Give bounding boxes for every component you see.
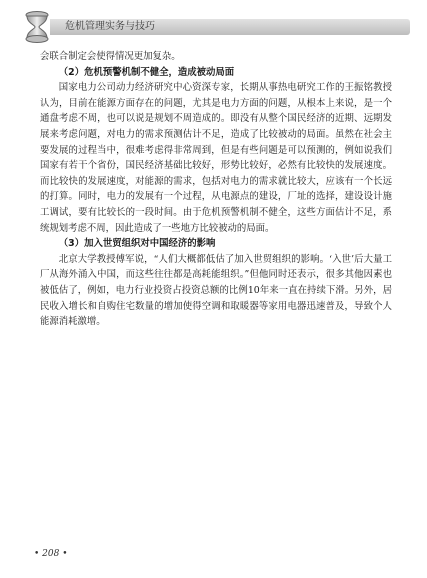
hourglass-icon [20, 10, 54, 44]
lead-line: 会联合制定会使得情况更加复杂。 [40, 51, 181, 62]
page-body [40, 49, 392, 330]
running-header [20, 10, 410, 44]
section-3-paragraph: 北京大学教授傅军说，“人们大概都低估了加入世贸组织的影响。‘入世’后大量工厂从海外涌入中国，而这些往往都是高耗能组织。”但他同时还表示，很多其他因素也被低估了，例如，电力行业投资占投资总额的比例10年来一直在持续下滑。另外，居民收入增长和自购住宅数量的增加使得空调和取暖器等家用电器迅速普及，导致个人能源消耗激增。 [40, 253, 392, 328]
header-title: 危机管理实务与技巧 [65, 21, 155, 32]
section-3-heading: （3）加入世贸组织对中国经济的影响 [58, 238, 216, 250]
section-2-paragraph: 国家电力公司动力经济研究中心资深专家，长期从事热电研究工作的王振铭教授认为，目前在能源方面存在的问题，尤其是电力方面的问题，从根本上来说，是一个通盘考虑不周，也可以说是规划不周造成的。即没有从整个国民经济的近期、远期发展来考虑问题，对电力的需求预测估计不足，造成了比较被动的局面。虽然在社会主要发展的过程当中，很难考虑得非常周到，但是有些问题是可以预测的，例如说我们国家有若干个省份，国民经济基础比较好，形势比较好，必然有比较快的发展速度。而比较快的发展速度，对能源的需求，包括对电力的需求就比较大，应该有一个长远的打算。同时，电力的发展有一个过程，从电源点的建设，厂址的选择，建设设计施工调试，要有比较长的一段时间。由于危机预警机制不健全，这些方面估计不足，系统规划考虑不周，因此造成了一些地方比较被动的局面。 [40, 82, 392, 234]
page-number: • 208 • [34, 549, 68, 559]
section-2-heading: （2）危机预警机制不健全，造成被动局面 [58, 66, 235, 78]
